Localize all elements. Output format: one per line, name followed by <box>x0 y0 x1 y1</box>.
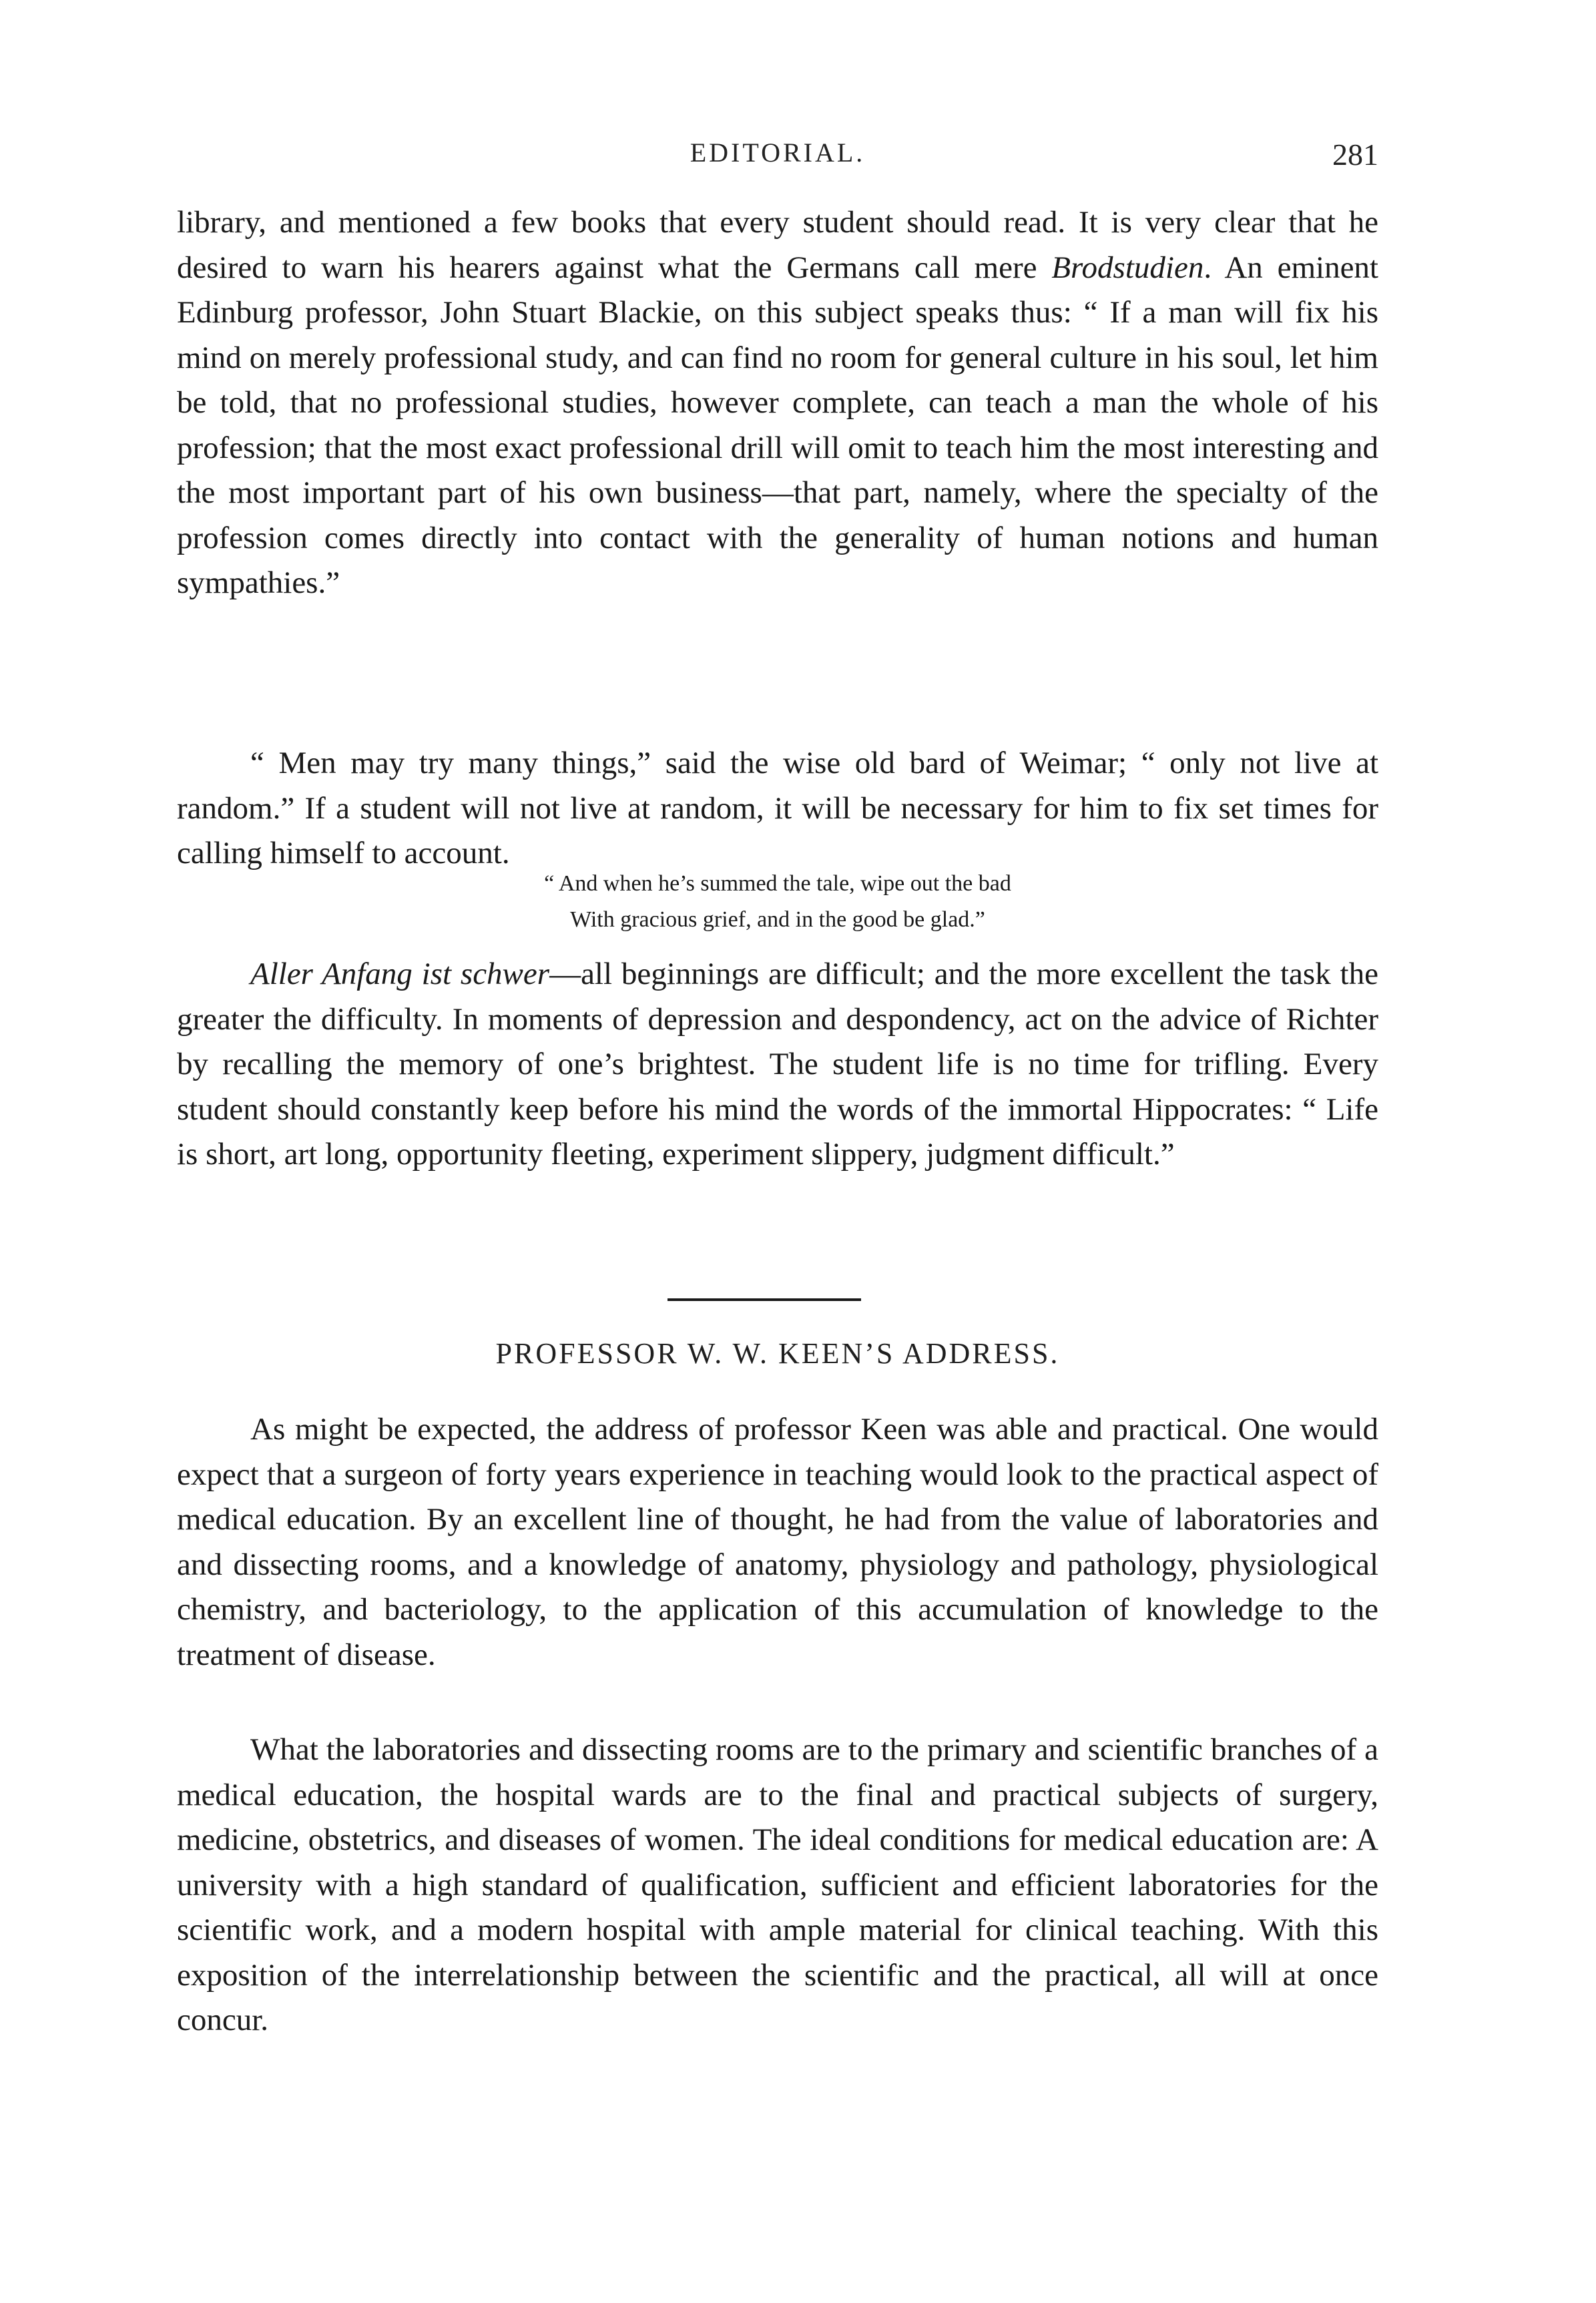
page-header <box>177 137 1378 184</box>
paragraph-2-text: “ Men may try many things,” said the wise old bard of Weimar; “ only not live at random.” If a student will not live at random, it will be necessary for him to fix set times for calling himself to account. <box>177 746 1378 870</box>
address-paragraph-1 <box>177 1407 1378 1678</box>
paragraph-3-text: —all beginnings are difficult; and the more excellent the task the greater the difficulty. In moments of depression and despondency, act on the advice of Richter by recalling the memory of one’s brightest. The student life is no time for trifling. Every student should constantly keep before his mind the words of the immortal Hippocrates: “ Life is short, art long, opportunity fleeting, experiment slippery, judgment difficult.” <box>177 957 1378 1172</box>
address-paragraph-1-text: As might be expected, the address of professor Keen was able and practical. One would expect that a surgeon of forty years experience in teaching would look to the practical aspect of medical education. By an excellent line of thought, he had from the value of laboratories and and dissecting rooms, and a knowledge of anatomy, physiology and pathology, physiological chemistry, and bacteriology, to the application of this accumulation of knowledge to the treatment of disease. <box>177 1412 1378 1672</box>
address-paragraph-2 <box>177 1728 1378 2043</box>
running-head: EDITORIAL. <box>690 138 866 168</box>
editorial-paragraph-2 <box>177 741 1378 876</box>
editorial-paragraph-3 <box>177 952 1378 1178</box>
verse-quote <box>177 866 1378 938</box>
paragraph-1-text-a: library, and mentioned a few books that every student should read. It is very clear that he desired to warn his hearers against what the Germans call mere <box>177 205 1378 285</box>
section-title: PROFESSOR W. W. KEEN’S ADDRESS. <box>495 1337 1060 1370</box>
paragraph-3-italic: Aller Anfang ist schwer <box>250 957 550 991</box>
address-paragraph-2-text: What the laboratories and dissecting rooms are to the primary and scientific branches of a medical education, the hospital wards are to the final and practical subjects of surgery, medicine, obstetrics, and diseases of women. The ideal conditions for medical education are: A university with a high standard of qualification, sufficient and efficient laboratories for the scientific work, and a modern hospital with ample material for clinical teaching. With this exposition of the interrelationship between the scientific and the practical, all will at once concur. <box>177 1732 1378 2037</box>
paragraph-1-italic: Brodstudien <box>1051 250 1204 285</box>
paragraph-1-text-b: . An eminent Edinburg professor, John Stuart Blackie, on this subject speaks thus: “ If a man will fix his mind on merely professional study, and can find no room for general culture in his soul, let him be told, that no professional studies, however complete, can teach a man the whole of his profession; that the most exact professional drill will omit to teach him the most interesting and the most important part of his own business—that part, namely, where the specialty of the profession comes directly into contact with the generality of human notions and human sympathies.” <box>177 250 1378 600</box>
verse-line-2: With gracious grief, and in the good be glad.” <box>570 907 985 932</box>
section-divider <box>668 1298 861 1301</box>
editorial-paragraph-1 <box>177 200 1378 606</box>
verse-line-1: “ And when he’s summed the tale, wipe out the bad <box>544 871 1011 896</box>
page-number: 281 <box>1332 138 1378 172</box>
